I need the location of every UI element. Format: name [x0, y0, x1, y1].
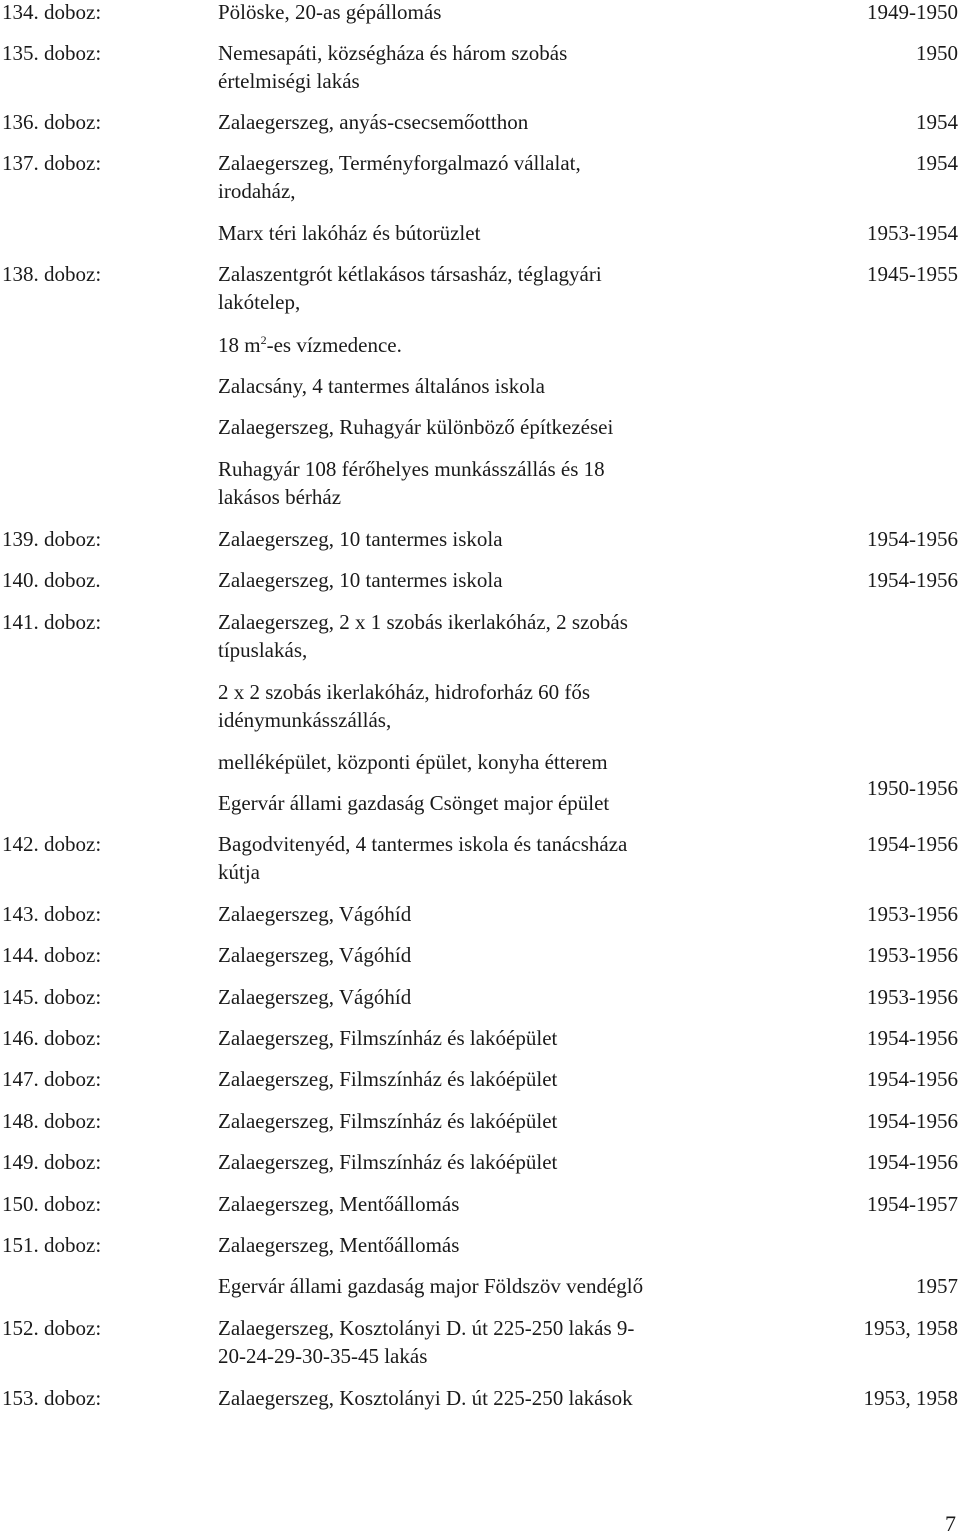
entry-years: 1954-1956: [867, 1067, 958, 1091]
entry-years: 1954-1956: [867, 1026, 958, 1050]
entry-years: 1954-1956: [867, 832, 958, 856]
entry-years: 1954-1956: [867, 1150, 958, 1174]
box-number: 145. doboz:: [2, 985, 102, 1009]
box-number: 134. doboz:: [2, 0, 102, 24]
entry-title: Zalaegerszeg, Filmszínház és lakóépület: [218, 1026, 558, 1050]
entry-title: Zalaegerszeg, Mentőállomás: [218, 1192, 460, 1216]
entry-title-cont: lakótelep,: [218, 290, 301, 314]
box-number: 150. doboz:: [2, 1192, 102, 1216]
entry-title: Zalaegerszeg, anyás-csecsemőotthon: [218, 110, 529, 134]
entry-title: Zalaegerszeg, Ruhagyár különböző építkezései: [218, 415, 614, 439]
entry-years: 1953-1954: [867, 221, 958, 245]
title-text: -es vízmedence.: [266, 333, 402, 357]
box-number: 144. doboz:: [2, 943, 102, 967]
entry-years: 1950: [916, 41, 958, 65]
entry-years: 1954-1956: [867, 1109, 958, 1133]
entry-title: Egervár állami gazdaság major Földszöv vendéglő: [218, 1274, 644, 1298]
entry-title: Zalaegerszeg, Filmszínház és lakóépület: [218, 1067, 558, 1091]
entry-title: Zalaegerszeg, Vágóhíd: [218, 902, 412, 926]
box-number: 142. doboz:: [2, 832, 102, 856]
entry-title-cont: idénymunkásszállás,: [218, 708, 392, 732]
entry-years: 1954-1957: [867, 1192, 958, 1216]
entry-years: 1953-1956: [867, 985, 958, 1009]
entry-title: Zalaegerszeg, Vágóhíd: [218, 943, 412, 967]
entry-title: Zalacsány, 4 tantermes általános iskola: [218, 374, 545, 398]
page-number: 7: [945, 1511, 956, 1536]
box-number: 137. doboz:: [2, 151, 102, 175]
entry-years: 1945-1955: [867, 262, 958, 286]
entry-years: 1953, 1958: [863, 1386, 958, 1410]
entry-title: Bagodvitenyéd, 4 tantermes iskola és tanácsháza: [218, 832, 628, 856]
entry-title: Pölöske, 20-as gépállomás: [218, 0, 442, 24]
entry-title: Nemesapáti, községháza és három szobás: [218, 41, 568, 65]
entry-title: Zalaegerszeg, Kosztolányi D. út 225-250 lakás 9-: [218, 1316, 635, 1340]
entry-title-cont: irodaház,: [218, 179, 296, 203]
entry-title-cont: értelmiségi lakás: [218, 69, 360, 93]
entry-years: 1950-1956: [867, 776, 958, 800]
entry-title: 2 x 2 szobás ikerlakóház, hidroforház 60 fős: [218, 680, 591, 704]
box-number: 138. doboz:: [2, 262, 102, 286]
entry-title: Zalaegerszeg, Filmszínház és lakóépület: [218, 1150, 558, 1174]
entry-years: 1954: [916, 151, 958, 175]
entry-title-cont: típuslakás,: [218, 638, 308, 662]
box-number: 141. doboz:: [2, 610, 102, 634]
box-number: 149. doboz:: [2, 1150, 102, 1174]
box-number: 153. doboz:: [2, 1386, 102, 1410]
entry-title: Zalaegerszeg, Filmszínház és lakóépület: [218, 1109, 558, 1133]
box-number: 140. doboz.: [2, 568, 101, 592]
box-number: 136. doboz:: [2, 110, 102, 134]
entry-title-cont: kútja: [218, 860, 260, 884]
box-number: 143. doboz:: [2, 902, 102, 926]
entry-years: 1949-1950: [867, 0, 958, 24]
entry-title: Marx téri lakóház és bútorüzlet: [218, 221, 481, 245]
entry-title: melléképület, központi épület, konyha étterem: [218, 750, 608, 774]
entry-years: 1953-1956: [867, 943, 958, 967]
entry-years: 1957: [916, 1274, 958, 1298]
entry-title: Zalaegerszeg, Kosztolányi D. út 225-250 lakások: [218, 1386, 633, 1410]
entry-title-cont: 20-24-29-30-35-45 lakás: [218, 1344, 428, 1368]
entry-title: Egervár állami gazdaság Csönget major épület: [218, 791, 610, 815]
box-number: 146. doboz:: [2, 1026, 102, 1050]
entry-years: 1953, 1958: [863, 1316, 958, 1340]
entry-title: Zalaegerszeg, 10 tantermes iskola: [218, 568, 503, 592]
box-number: 135. doboz:: [2, 41, 102, 65]
box-number: 152. doboz:: [2, 1316, 102, 1340]
entry-title: Zalaegerszeg, 10 tantermes iskola: [218, 527, 503, 551]
entry-title: Zalaegerszeg, Terményforgalmazó vállalat,: [218, 151, 581, 175]
superscript: 2: [260, 333, 267, 347]
entry-title: Zalaegerszeg, 2 x 1 szobás ikerlakóház, 2 szobás: [218, 610, 628, 634]
entry-title: Zalaszentgrót kétlakásos társasház, téglagyári: [218, 262, 602, 286]
entry-title: [218, 333, 402, 357]
entry-years: 1954-1956: [867, 527, 958, 551]
entry-title: Zalaegerszeg, Vágóhíd: [218, 985, 412, 1009]
entry-title-cont: lakásos bérház: [218, 485, 342, 509]
entry-years: 1954: [916, 110, 958, 134]
entry-title: Zalaegerszeg, Mentőállomás: [218, 1233, 460, 1257]
entry-title: Ruhagyár 108 férőhelyes munkásszállás és 18: [218, 457, 605, 481]
entry-years: 1953-1956: [867, 902, 958, 926]
entry-years: 1954-1956: [867, 568, 958, 592]
title-text: 18 m: [218, 333, 261, 357]
box-number: 139. doboz:: [2, 527, 102, 551]
box-number: 148. doboz:: [2, 1109, 102, 1133]
box-number: 147. doboz:: [2, 1067, 102, 1091]
box-number: 151. doboz:: [2, 1233, 102, 1257]
